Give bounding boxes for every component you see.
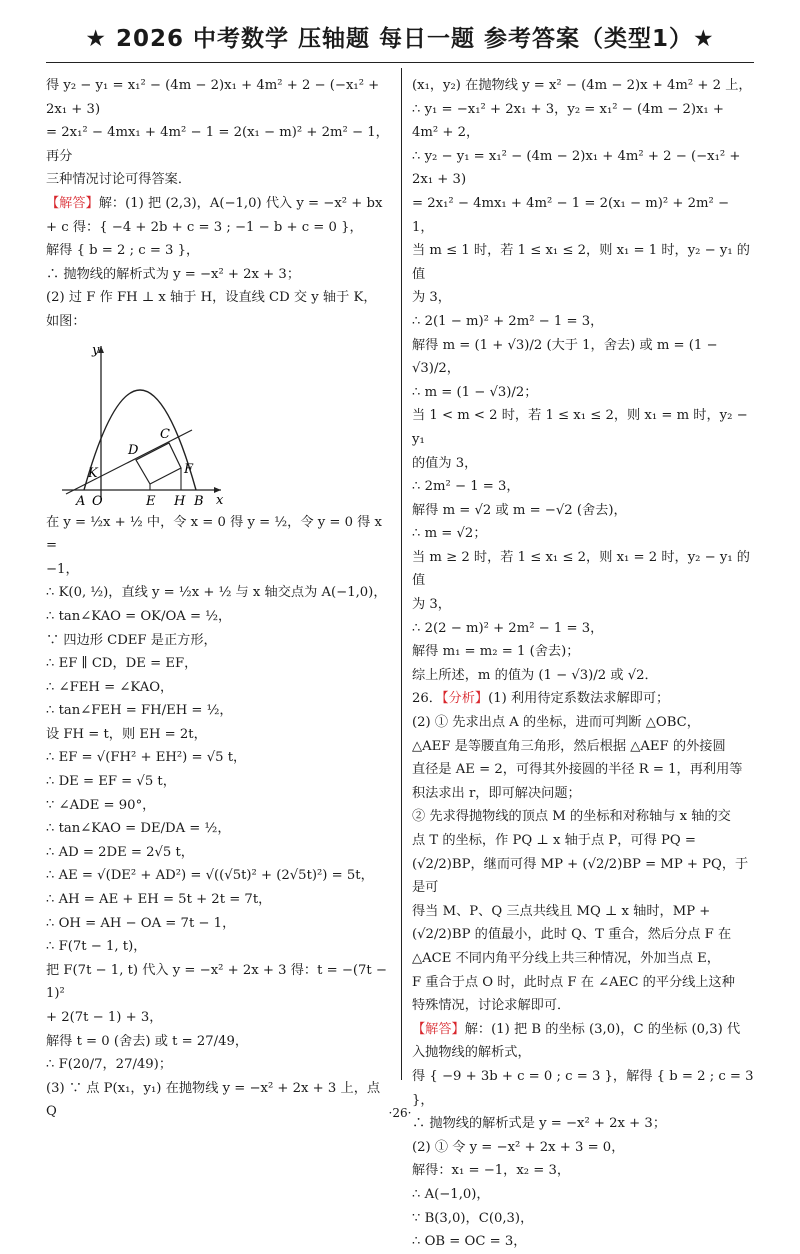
text-line: (2) ① 令 y = −x² + 2x + 3 = 0，	[412, 1139, 625, 1155]
text-line: ∴ tan∠KAO = DE/DA = ½，	[46, 821, 231, 837]
text-line: 为 3，	[412, 290, 451, 306]
text-line: 当 m ≤ 1 时，若 1 ≤ x₁ ≤ 2，则 x₁ = 1 时，y₂ − y₁ 的值	[412, 243, 750, 282]
text-line: 解得 m = (1 + √3)/2 (大于 1，舍去) 或 m = (1 − √3)/2，	[412, 337, 718, 377]
text-line: ∴ tan∠KAO = OK/OA = ½，	[46, 608, 232, 624]
text-line: (√2/2)BP，继而可得 MP + (√2/2)BP = MP + PQ，于是可	[412, 856, 749, 896]
label-o: O	[92, 493, 103, 505]
text-line: 为 3，	[412, 597, 451, 613]
label-c: C	[160, 426, 170, 442]
label-d: D	[128, 442, 139, 458]
text-line: 得 y₂ − y₁ = x₁² − (4m − 2)x₁ + 4m² + 2 − (−x₁² + 2x₁ + 3)	[46, 78, 380, 117]
text-line: 入抛物线的解析式，	[412, 1045, 531, 1061]
text-line: ∴ AD = 2DE = 2√5 t，	[46, 844, 194, 860]
square-cdef	[136, 443, 181, 484]
text-line: ∴ AH = AE + EH = 5t + 2t = 7t，	[46, 892, 272, 908]
text-line: ∵ 四边形 CDEF 是正方形，	[46, 632, 217, 648]
text-line: 解得 { b = 2 ; c = 3 }，	[46, 243, 200, 259]
text-line: = 2x₁² − 4mx₁ + 4m² − 1 = 2(x₁ − m)² + 2m² − 1，再分	[46, 125, 389, 164]
answer-line	[46, 192, 394, 216]
text-line: 得 { −9 + 3b + c = 0 ; c = 3 }，解得 { b = 2 ; c = 3 }，	[412, 1068, 754, 1108]
text-line: (√2/2)BP 的值最小，此时 Q、T 重合，然后分点 F 在	[412, 927, 732, 943]
text-line: ∵ ∠ADE = 90°，	[46, 797, 156, 813]
text-line: ∴ 2(1 − m)² + 2m² − 1 = 3，	[412, 313, 604, 329]
text-line: ② 先求得抛物线的顶点 M 的坐标和对称轴与 x 轴的交	[412, 809, 731, 825]
text-line: 点 T 的坐标，作 PQ ⊥ x 轴于点 P，可得 PQ =	[412, 833, 696, 848]
text-line: ∴ OB = OC = 3，	[412, 1234, 527, 1250]
text-line: 特殊情况，讨论求解即可．	[412, 998, 571, 1014]
geometry-figure	[56, 340, 256, 505]
label-f: F	[184, 461, 194, 477]
label-a: A	[76, 493, 86, 505]
text-line: △ACE 不同内角平分线上共三种情况，外加当点 E，	[412, 950, 720, 966]
text-line: 当 1 < m < 2 时，若 1 ≤ x₁ ≤ 2，则 x₁ = m 时，y₂ − y₁	[412, 408, 748, 447]
question-number: 26．	[412, 691, 442, 707]
text-line: 三种情况讨论可得答案．	[46, 172, 192, 188]
answer-tag: 【解答】	[412, 1021, 465, 1037]
answer-line	[412, 1018, 754, 1042]
text-line: ∴ A(−1,0)，	[412, 1186, 490, 1202]
header-divider	[46, 62, 754, 63]
text-line: △AEF 是等腰直角三角形，然后根据 △AEF 的外接圆	[412, 738, 726, 754]
text-line: 如图：	[46, 313, 86, 329]
label-y: y	[92, 342, 100, 358]
left-column	[46, 74, 394, 1124]
text-line: ∴ F(20/7，27/49)；	[46, 1057, 173, 1073]
text-line: 把 F(7t − 1, t) 代入 y = −x² + 2x + 3 得：t = −(7t − 1)²	[46, 962, 387, 1002]
text-line: 直径是 AE = 2，可得其外接圆的半径 R = 1，再利用等	[412, 762, 743, 778]
text-line: 综上所述，m 的值为 (1 − √3)/2 或 √2．	[412, 667, 658, 683]
page-title: ★ 2026 中考数学 压轴题 每日一题 参考答案（类型1）★	[85, 26, 715, 52]
text-line: ∴ m = (1 − √3)/2；	[412, 384, 538, 400]
text-line: + c 得：{ −4 + 2b + c = 3 ; −1 − b + c = 0 }，	[46, 219, 363, 235]
text-line: = 2x₁² − 4mx₁ + 4m² − 1 = 2(x₁ − m)² + 2m² − 1，	[412, 195, 730, 235]
label-h: H	[174, 493, 186, 505]
label-k: K	[88, 465, 98, 481]
column-divider	[401, 68, 402, 1080]
text-line: ∴ tan∠FEH = FH/EH = ½，	[46, 703, 233, 719]
text-line: 解得 t = 0 (舍去) 或 t = 27/49，	[46, 1033, 249, 1049]
text-line: 解得：x₁ = −1，x₂ = 3，	[412, 1163, 571, 1179]
text-line: 解：(1) 把 B 的坐标 (3,0)，C 的坐标 (0,3) 代	[464, 1021, 741, 1037]
text-line: ∴ EF ∥ CD，DE = EF，	[46, 656, 198, 672]
text-line: (3) ∵ 点 P(x₁，y₁) 在抛物线 y = −x² + 2x + 3 上，点 Q	[46, 1080, 381, 1120]
page-number: ·26·	[388, 1106, 412, 1120]
analysis-tag: 【分析】	[441, 691, 489, 707]
text-line: (2) 过 F 作 FH ⊥ x 轴于 H，设直线 CD 交 y 轴于 K，	[46, 290, 377, 306]
text-line: 设 FH = t，则 EH = 2t，	[46, 726, 207, 742]
text-line: (x₁，y₂) 在抛物线 y = x² − (4m − 2)x + 4m² + 2 上，	[412, 78, 752, 93]
text-line: ∴ OH = AH − OA = 7t − 1，	[46, 915, 236, 931]
label-e: E	[146, 493, 156, 505]
text-line: 当 m ≥ 2 时，若 1 ≤ x₁ ≤ 2，则 x₁ = 2 时，y₂ − y₁ 的值	[412, 549, 750, 589]
text-line: 的值为 3，	[412, 455, 478, 471]
text-line: ∴ 2(2 − m)² + 2m² − 1 = 3，	[412, 620, 604, 636]
text-line: (1) 利用待定系数法求解即可；	[488, 691, 670, 707]
text-line: ∴ y₂ − y₁ = x₁² − (4m − 2)x₁ + 4m² + 2 − (−x₁² + 2x₁ + 3)	[412, 148, 741, 188]
text-line: ∴ 抛物线的解析式为 y = −x² + 2x + 3；	[46, 266, 301, 282]
text-line: 解：(1) 把 (2,3)，A(−1,0) 代入 y = −x² + bx	[98, 195, 383, 211]
text-line: ∴ 2m² − 1 = 3，	[412, 479, 520, 495]
text-line: −1，	[46, 561, 79, 577]
line-cd	[66, 430, 192, 494]
text-line: 积法求出 r，即可解决问题；	[412, 785, 581, 801]
text-line: ∴ AE = √(DE² + AD²) = √((√5t)² + (2√5t)²) = 5t，	[46, 868, 374, 884]
text-line: ∴ EF = √(FH² + EH²) = √5 t，	[46, 750, 247, 766]
text-line: + 2(7t − 1) + 3，	[46, 1010, 163, 1025]
text-line: 得当 M、P、Q 三点共线且 MQ ⊥ x 轴时，MP +	[412, 903, 711, 919]
text-line: 解得 m = √2 或 m = −√2 (舍去)，	[412, 502, 627, 518]
text-line: 解得 m₁ = m₂ = 1 (舍去)；	[412, 644, 580, 660]
right-column	[412, 74, 754, 1254]
text-line: ∴ y₁ = −x₁² + 2x₁ + 3，y₂ = x₁² − (4m − 2)x₁ + 4m² + 2，	[412, 101, 724, 141]
text-line: ∴ DE = EF = √5 t，	[46, 774, 176, 790]
text-line: ∴ m = √2；	[412, 526, 487, 542]
answer-tag: 【解答】	[46, 195, 99, 211]
text-line: 在 y = ½x + ½ 中，令 x = 0 得 y = ½，令 y = 0 得 x =	[46, 514, 382, 554]
text-line: F 重合于点 O 时，此时点 F 在 ∠AEC 的平分线上这种	[412, 974, 735, 990]
text-line: ∵ B(3,0)，C(0,3)，	[412, 1210, 534, 1226]
question-26-heading	[412, 687, 754, 711]
text-line: (2) ① 先求出点 A 的坐标，进而可判断 △OBC，	[412, 715, 700, 731]
text-line: ∴ 抛物线的解析式是 y = −x² + 2x + 3；	[412, 1116, 667, 1132]
text-line: ∴ K(0, ½)，直线 y = ½x + ½ 与 x 轴交点为 A(−1,0)，	[46, 585, 387, 601]
label-x: x	[216, 492, 224, 505]
label-b: B	[194, 493, 204, 505]
text-line: ∴ F(7t − 1, t)，	[46, 939, 147, 955]
text-line: ∴ ∠FEH = ∠KAO，	[46, 679, 174, 695]
